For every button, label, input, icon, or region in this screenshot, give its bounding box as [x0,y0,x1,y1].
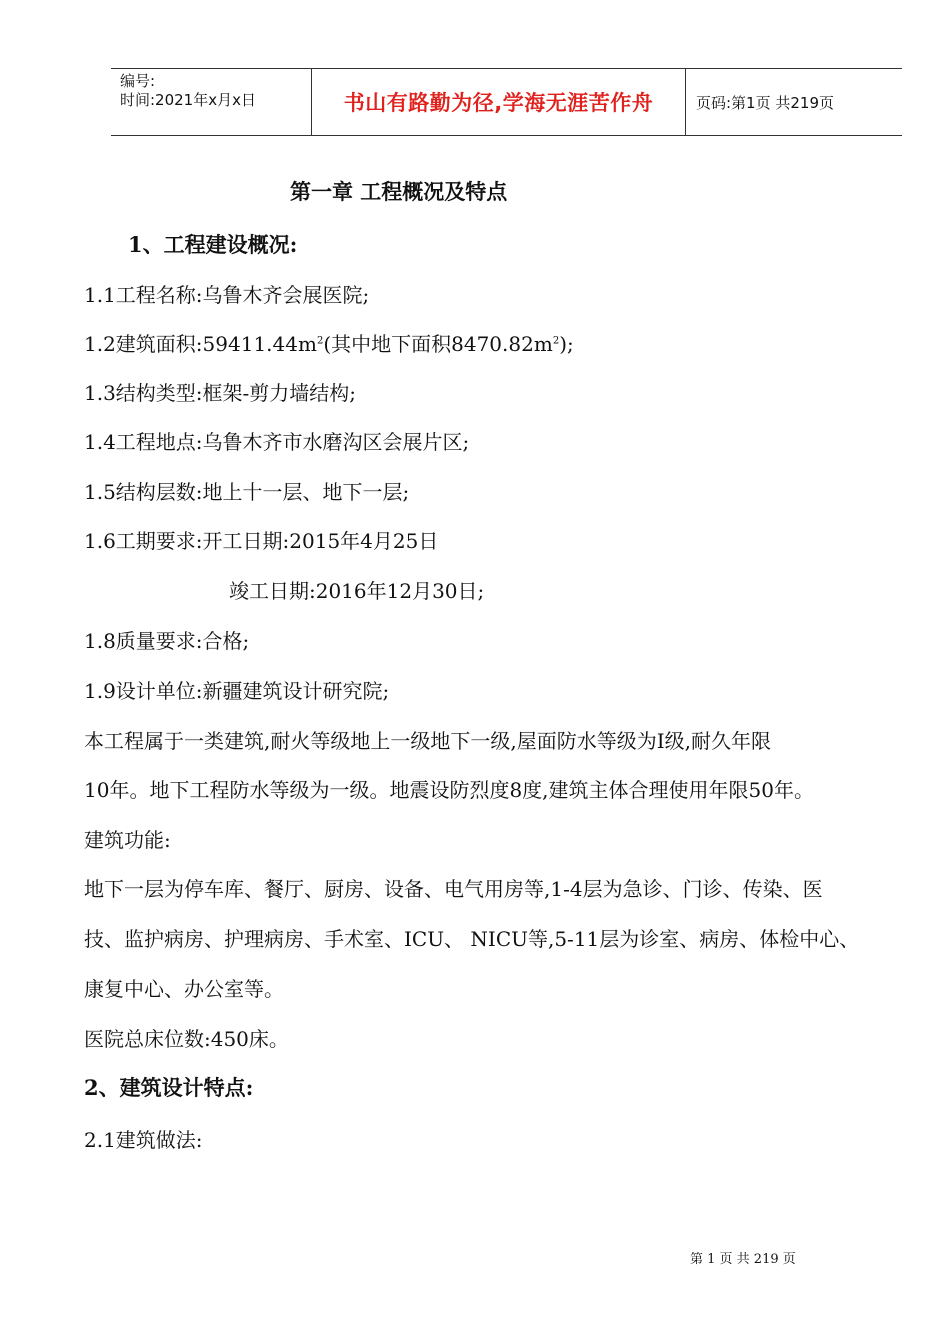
item-location: 1.4工程地点:乌鲁木齐市水磨沟区会展片区; [84,430,470,454]
paragraph-2-line-1: 地下一层为停车库、餐厅、厨房、设备、电气用房等,1-4层为急诊、门诊、传染、医 [84,877,823,901]
area-prefix: 1.2建筑面积:59411.44m [84,332,317,356]
item-finish-date: 竣工日期:2016年12月30日; [229,579,485,603]
page-footer: 第 1 页 共 219 页 [690,1252,796,1267]
header-number: 编号: [120,72,156,90]
header-time: 时间:2021年x月x日 [120,91,256,109]
paragraph-2-line-3: 康复中心、办公室等。 [84,977,284,1001]
item-quality: 1.8质量要求:合格; [84,629,250,653]
chapter-title: 第一章 工程概况及特点 [290,179,508,204]
total-beds: 医院总床位数:450床。 [84,1027,289,1051]
item-project-name: 1.1工程名称:乌鲁木齐会展医院; [84,283,370,307]
header-page-number: 页码:第1页 共219页 [696,93,834,112]
header-right-cell [686,69,902,135]
function-label: 建筑功能: [84,828,171,852]
item-designer: 1.9设计单位:新疆建筑设计研究院; [84,679,390,703]
item-structure-type: 1.3结构类型:框架-剪力墙结构; [84,381,357,405]
paragraph-1-line-2: 10年。地下工程防水等级为一级。地震设防烈度8度,建筑主体合理使用年限50年。 [84,778,814,802]
item-floors: 1.5结构层数:地上十一层、地下一层; [84,480,410,504]
area-superscript: 2 [316,335,324,347]
section-1-title: 1、工程建设概况: [128,232,298,257]
item-start-date: 1.6工期要求:开工日期:2015年4月25日 [84,529,439,553]
header-motto: 书山有路勤为径,学海无涯苦作舟 [343,91,654,115]
area-suffix: ); [559,332,574,356]
header-middle-cell [312,69,686,135]
page-header [111,68,902,136]
paragraph-1-line-1: 本工程属于一类建筑,耐火等级地上一级地下一级,屋面防水等级为Ⅰ级,耐久年限 [84,729,771,753]
paragraph-2-line-2: 技、监护病房、护理病房、手术室、ICU、 NICU等,5-11层为诊室、病房、体检中心、 [84,927,860,951]
area-mid: (其中地下面积8470.82m [323,332,553,356]
item-building-area [84,328,574,357]
header-left-cell [111,69,312,135]
section-2-title: 2、建筑设计特点: [84,1075,254,1100]
area-underground-superscript: 2 [552,335,560,347]
subsection-2-1: 2.1建筑做法: [84,1128,203,1152]
